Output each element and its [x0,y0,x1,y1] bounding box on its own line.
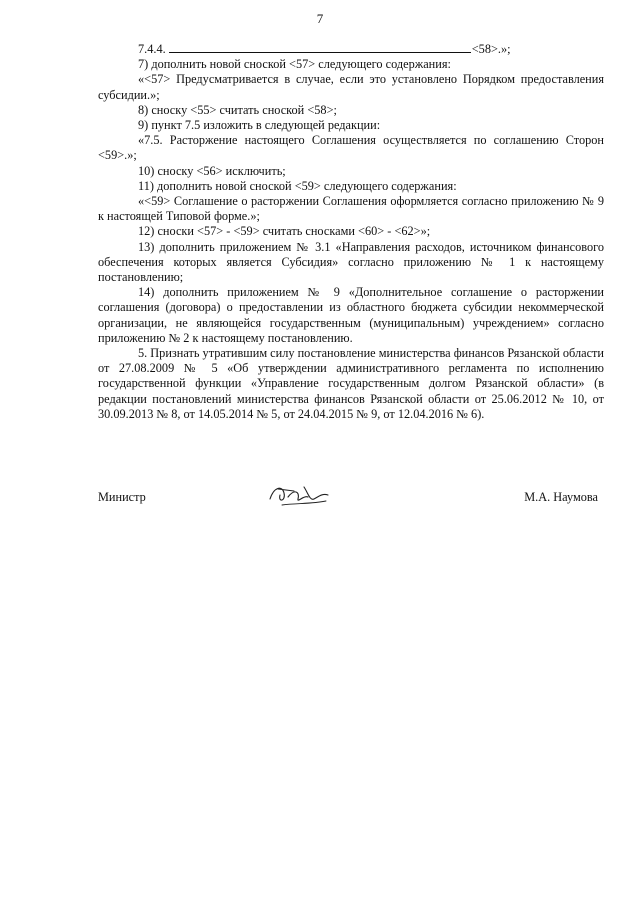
clause-number: 7.4.4. [138,42,166,56]
paragraph: «7.5. Расторжение настоящего Соглашения осуществляется по соглашению Сторон <59>.»; [98,133,604,163]
signatory-title: Министр [98,490,146,504]
blank-line [169,42,471,53]
paragraph: 13) дополнить приложением № 3.1 «Направления расходов, источником финансового обеспечения которых является Субсидия» согласно приложению № 1 к настоящему постановлению; [98,239,604,285]
handwritten-signature [264,479,334,509]
signatory-name: М.А. Наумова [524,490,598,504]
footnote-ref: <58>.»; [471,42,511,56]
paragraph: 8) сноску <55> считать сноской <58>; [138,102,337,117]
paragraph: 11) дополнить новой сноской <59> следующего содержания: [138,178,457,193]
signature-block [98,487,598,517]
document-body [98,42,604,422]
paragraph: «<59> Соглашение о расторжении Соглашения оформляется согласно приложению № 9 к настоящей Типовой форме.»; [98,194,604,224]
paragraph: «<57> Предусматривается в случае, если это установлено Порядком предоставления субсидии.»; [98,72,604,102]
paragraph: 5. Признать утратившим силу постановление министерства финансов Рязанской области от 27.08.2009 № 5 «Об утверждении административного регламента по исполнению государственной функции «Управление государственным долгом Рязанской области» (в редакции постановлений министерства финансов Рязанской области от 25.06.2012 № 10, от 30.09.2013 № 8, от 14.05.2014 № 5, от 24.04.2015 № 9, от 12.04.2016 № 6). [98,346,604,421]
paragraph: 7) дополнить новой сноской <57> следующего содержания: [138,57,451,72]
paragraph: 12) сноски <57> - <59> считать сносками <60> - <62>»; [138,224,431,239]
paragraph-7-4-4 [98,42,604,57]
page-number: 7 [316,11,324,26]
paragraph: 14) дополнить приложением № 9 «Дополнительное соглашение о расторжении соглашения (договора) о предоставлении из областного бюджета субсидии некоммерческой организации, не являющейся государственным (муниципальным) учреждением» согласно приложению № 2 к настоящему постановлению. [98,285,604,345]
paragraph: 10) сноску <56> исключить; [138,163,286,178]
paragraph: 9) пункт 7.5 изложить в следующей редакции: [138,118,381,133]
